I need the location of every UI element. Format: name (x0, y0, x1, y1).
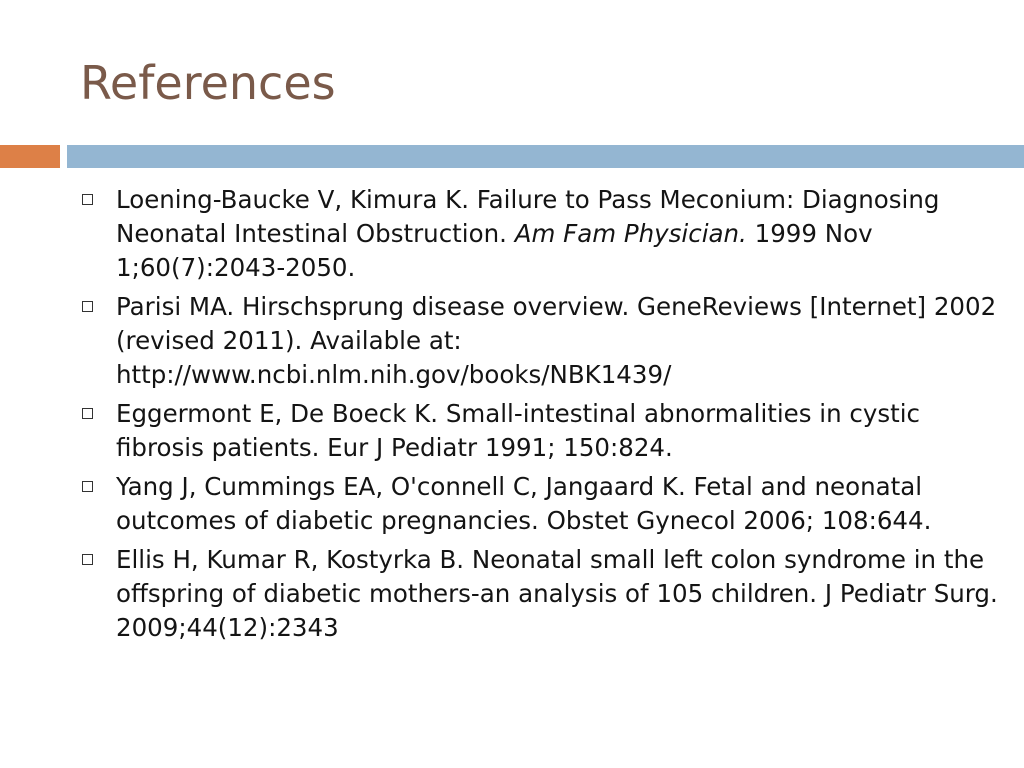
slide-title: References (80, 56, 336, 110)
reference-text (116, 545, 998, 642)
square-bullet-icon (82, 554, 93, 565)
reference-text-tail: 1999 Nov 1;60(7):2043-2050. (116, 219, 873, 282)
reference-text-main: Ellis H, Kumar R, Kostyrka B. Neonatal small left colon syndrome in the offspring of diabetic mothers-an analysis of 105 children. J Pediatr Surg. 2009;44(12):2343 (116, 545, 998, 642)
square-bullet-icon (82, 481, 93, 492)
reference-text (116, 292, 996, 389)
square-bullet-icon (82, 194, 93, 205)
accent-bar-blue (67, 145, 1024, 168)
reference-item (78, 290, 998, 392)
reference-text-main: Yang J, Cummings EA, O'connell C, Jangaard K. Fetal and neonatal outcomes of diabetic pregnancies. Obstet Gynecol 2006; 108:644. (116, 472, 932, 535)
square-bullet-icon (82, 301, 93, 312)
reference-text-main: Parisi MA. Hirschsprung disease overview. GeneReviews [Internet] 2002 (revised 2011). Available at: http://www.ncbi.nlm.nih.gov/books/NBK1439/ (116, 292, 997, 389)
reference-item (78, 397, 998, 465)
reference-text-main: Loening-Baucke V, Kimura K. Failure to Pass Meconium: Diagnosing Neonatal Intestinal Obstruction. (116, 185, 940, 248)
reference-text (116, 472, 931, 535)
reference-item (78, 183, 998, 285)
reference-text (116, 185, 939, 282)
accent-bar-orange (0, 145, 60, 168)
square-bullet-icon (82, 408, 93, 419)
reference-text-main: Eggermont E, De Boeck K. Small-intestinal abnormalities in cystic fibrosis patients. Eur J Pediatr 1991; 150:824. (116, 399, 921, 462)
reference-item (78, 470, 998, 538)
reference-text (116, 399, 920, 462)
reference-item (78, 543, 998, 645)
reference-journal: Am Fam Physician. (514, 219, 747, 248)
reference-list (78, 183, 998, 650)
